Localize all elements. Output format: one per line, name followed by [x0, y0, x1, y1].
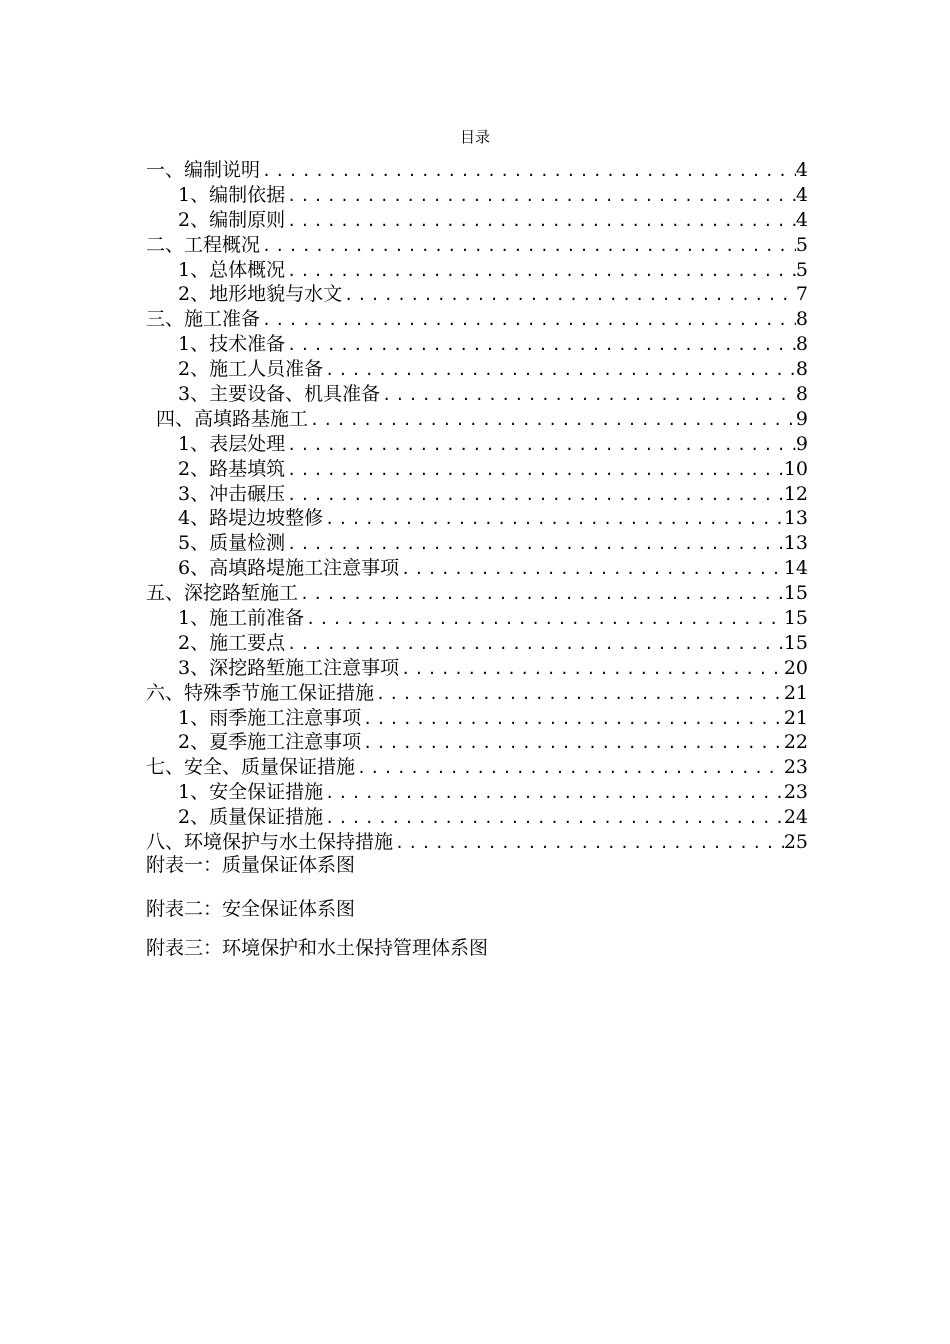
toc-entry[interactable] [146, 706, 808, 731]
toc-entry-label: 2、施工人员准备 [178, 358, 324, 381]
toc-entry-page-number: 13 [783, 507, 808, 530]
toc-entry-page-number: 8 [795, 383, 808, 406]
toc-entry[interactable] [146, 656, 808, 681]
toc-leader-dots [380, 383, 796, 408]
toc-entry[interactable] [146, 755, 808, 780]
toc-entry-page-number: 5 [795, 233, 808, 256]
appendix-quality-system: 附表一：质量保证体系图 [146, 854, 356, 876]
toc-entry-label: 3、主要设备、机具准备 [178, 383, 381, 406]
toc-leader-dots [285, 209, 796, 234]
toc-entry[interactable] [146, 780, 808, 805]
toc-entry[interactable] [146, 208, 808, 233]
toc-entry-label: 2、质量保证措施 [178, 806, 324, 829]
toc-entry-label: 七、安全、质量保证措施 [146, 756, 356, 779]
toc-entry-page-number: 23 [783, 781, 808, 804]
toc-entry-page-number: 8 [795, 358, 808, 381]
toc-leader-dots [285, 259, 796, 284]
toc-entry-page-number: 12 [783, 482, 808, 505]
toc-entry[interactable] [146, 183, 808, 208]
toc-entry[interactable] [146, 357, 808, 382]
toc-entry-page-number: 4 [795, 183, 808, 206]
toc-entry-label: 2、夏季施工注意事项 [178, 731, 362, 754]
toc-entry-label: 八、环境保护与水土保持措施 [146, 831, 394, 854]
toc-entry-page-number: 24 [783, 806, 808, 829]
toc-entry[interactable] [146, 581, 808, 606]
toc-entry-page-number: 13 [783, 532, 808, 555]
toc-entry[interactable] [146, 233, 808, 258]
toc-leader-dots [399, 557, 784, 582]
toc-entry[interactable] [146, 531, 808, 556]
appendix-safety-system: 附表二：安全保证体系图 [146, 898, 356, 920]
toc-entry-label: 五、深挖路堑施工 [146, 582, 299, 605]
toc-leader-dots [285, 632, 784, 657]
toc-leader-dots [260, 159, 796, 184]
toc-entry-page-number: 15 [783, 631, 808, 654]
toc-leader-dots [285, 433, 796, 458]
toc-leader-dots [355, 756, 784, 781]
toc-entry-label: 2、施工要点 [178, 631, 286, 654]
toc-entry-page-number: 9 [795, 407, 808, 430]
table-of-contents [146, 158, 808, 855]
toc-entry[interactable] [146, 805, 808, 830]
toc-entry-page-number: 14 [783, 557, 808, 580]
toc-entry-label: 2、编制原则 [178, 208, 286, 231]
toc-leader-dots [285, 184, 796, 209]
toc-entry-label: 六、特殊季节施工保证措施 [146, 681, 375, 704]
toc-entry[interactable] [146, 606, 808, 631]
toc-entry-page-number: 8 [795, 308, 808, 331]
toc-entry[interactable] [146, 407, 808, 432]
toc-entry[interactable] [146, 307, 808, 332]
toc-entry-page-number: 21 [783, 706, 808, 729]
toc-entry-label: 4、路堤边坡整修 [178, 507, 324, 530]
toc-entry-page-number: 21 [783, 681, 808, 704]
toc-entry[interactable] [146, 432, 808, 457]
toc-entry-page-number: 25 [783, 831, 808, 854]
toc-entry[interactable] [146, 730, 808, 755]
toc-entry-page-number: 20 [783, 656, 808, 679]
toc-entry[interactable] [146, 506, 808, 531]
toc-entry[interactable] [146, 631, 808, 656]
toc-entry-label: 6、高填路堤施工注意事项 [178, 557, 400, 580]
toc-entry-label: 一、编制说明 [146, 159, 261, 181]
toc-entry[interactable] [146, 282, 808, 307]
toc-leader-dots [361, 707, 784, 732]
toc-entry-label: 1、施工前准备 [178, 607, 305, 630]
toc-leader-dots [285, 333, 796, 358]
toc-leader-dots [285, 458, 784, 483]
toc-entry-page-number: 4 [795, 159, 808, 181]
toc-title: 目录 [459, 128, 490, 146]
toc-leader-dots [323, 358, 796, 383]
toc-entry-page-number: 9 [795, 432, 808, 455]
toc-leader-dots [308, 408, 796, 433]
toc-leader-dots [342, 283, 796, 308]
toc-entry-label: 3、冲击碾压 [178, 482, 286, 505]
toc-leader-dots [323, 781, 784, 806]
toc-leader-dots [298, 582, 784, 607]
toc-entry-label: 1、总体概况 [178, 258, 286, 281]
toc-entry[interactable] [146, 258, 808, 283]
toc-entry-page-number: 22 [783, 731, 808, 754]
appendix-environment-system: 附表三：环境保护和水土保持管理体系图 [146, 937, 489, 959]
toc-entry-label: 二、工程概况 [146, 233, 261, 256]
toc-entry-page-number: 10 [783, 457, 808, 480]
toc-entry-label: 5、质量检测 [178, 532, 286, 555]
toc-leader-dots [323, 806, 784, 831]
toc-leader-dots [374, 682, 784, 707]
toc-entry-page-number: 23 [783, 756, 808, 779]
toc-leader-dots [323, 507, 784, 532]
toc-entry[interactable] [146, 158, 808, 183]
toc-entry-label: 1、编制依据 [178, 183, 286, 206]
toc-leader-dots [285, 532, 784, 557]
toc-entry-page-number: 5 [795, 258, 808, 281]
toc-entry-page-number: 15 [783, 607, 808, 630]
toc-leader-dots [399, 657, 784, 682]
toc-entry[interactable] [146, 332, 808, 357]
toc-entry-label: 三、施工准备 [146, 308, 261, 331]
toc-entry-page-number: 7 [795, 283, 808, 306]
toc-entry[interactable] [146, 382, 808, 407]
toc-entry-page-number: 15 [783, 582, 808, 605]
toc-entry-label: 1、表层处理 [178, 432, 286, 455]
toc-entry-label: 2、路基填筑 [178, 457, 286, 480]
toc-entry-page-number: 8 [795, 333, 808, 356]
toc-entry-label: 1、技术准备 [178, 333, 286, 356]
toc-entry-label: 1、安全保证措施 [178, 781, 324, 804]
toc-leader-dots [285, 483, 784, 508]
toc-entry-page-number: 4 [795, 208, 808, 231]
toc-leader-dots [260, 234, 796, 259]
toc-entry-label: 3、深挖路堑施工注意事项 [178, 656, 400, 679]
toc-entry[interactable] [146, 482, 808, 507]
toc-leader-dots [260, 308, 796, 333]
toc-entry[interactable] [146, 457, 808, 482]
toc-entry-label: 2、地形地貌与水文 [178, 283, 343, 306]
toc-entry[interactable] [146, 681, 808, 706]
toc-leader-dots [304, 607, 784, 632]
toc-leader-dots [393, 831, 784, 856]
toc-entry-label: 1、雨季施工注意事项 [178, 706, 362, 729]
toc-entry[interactable] [146, 556, 808, 581]
toc-entry-label: 四、高填路基施工 [156, 407, 309, 430]
toc-leader-dots [361, 731, 784, 756]
